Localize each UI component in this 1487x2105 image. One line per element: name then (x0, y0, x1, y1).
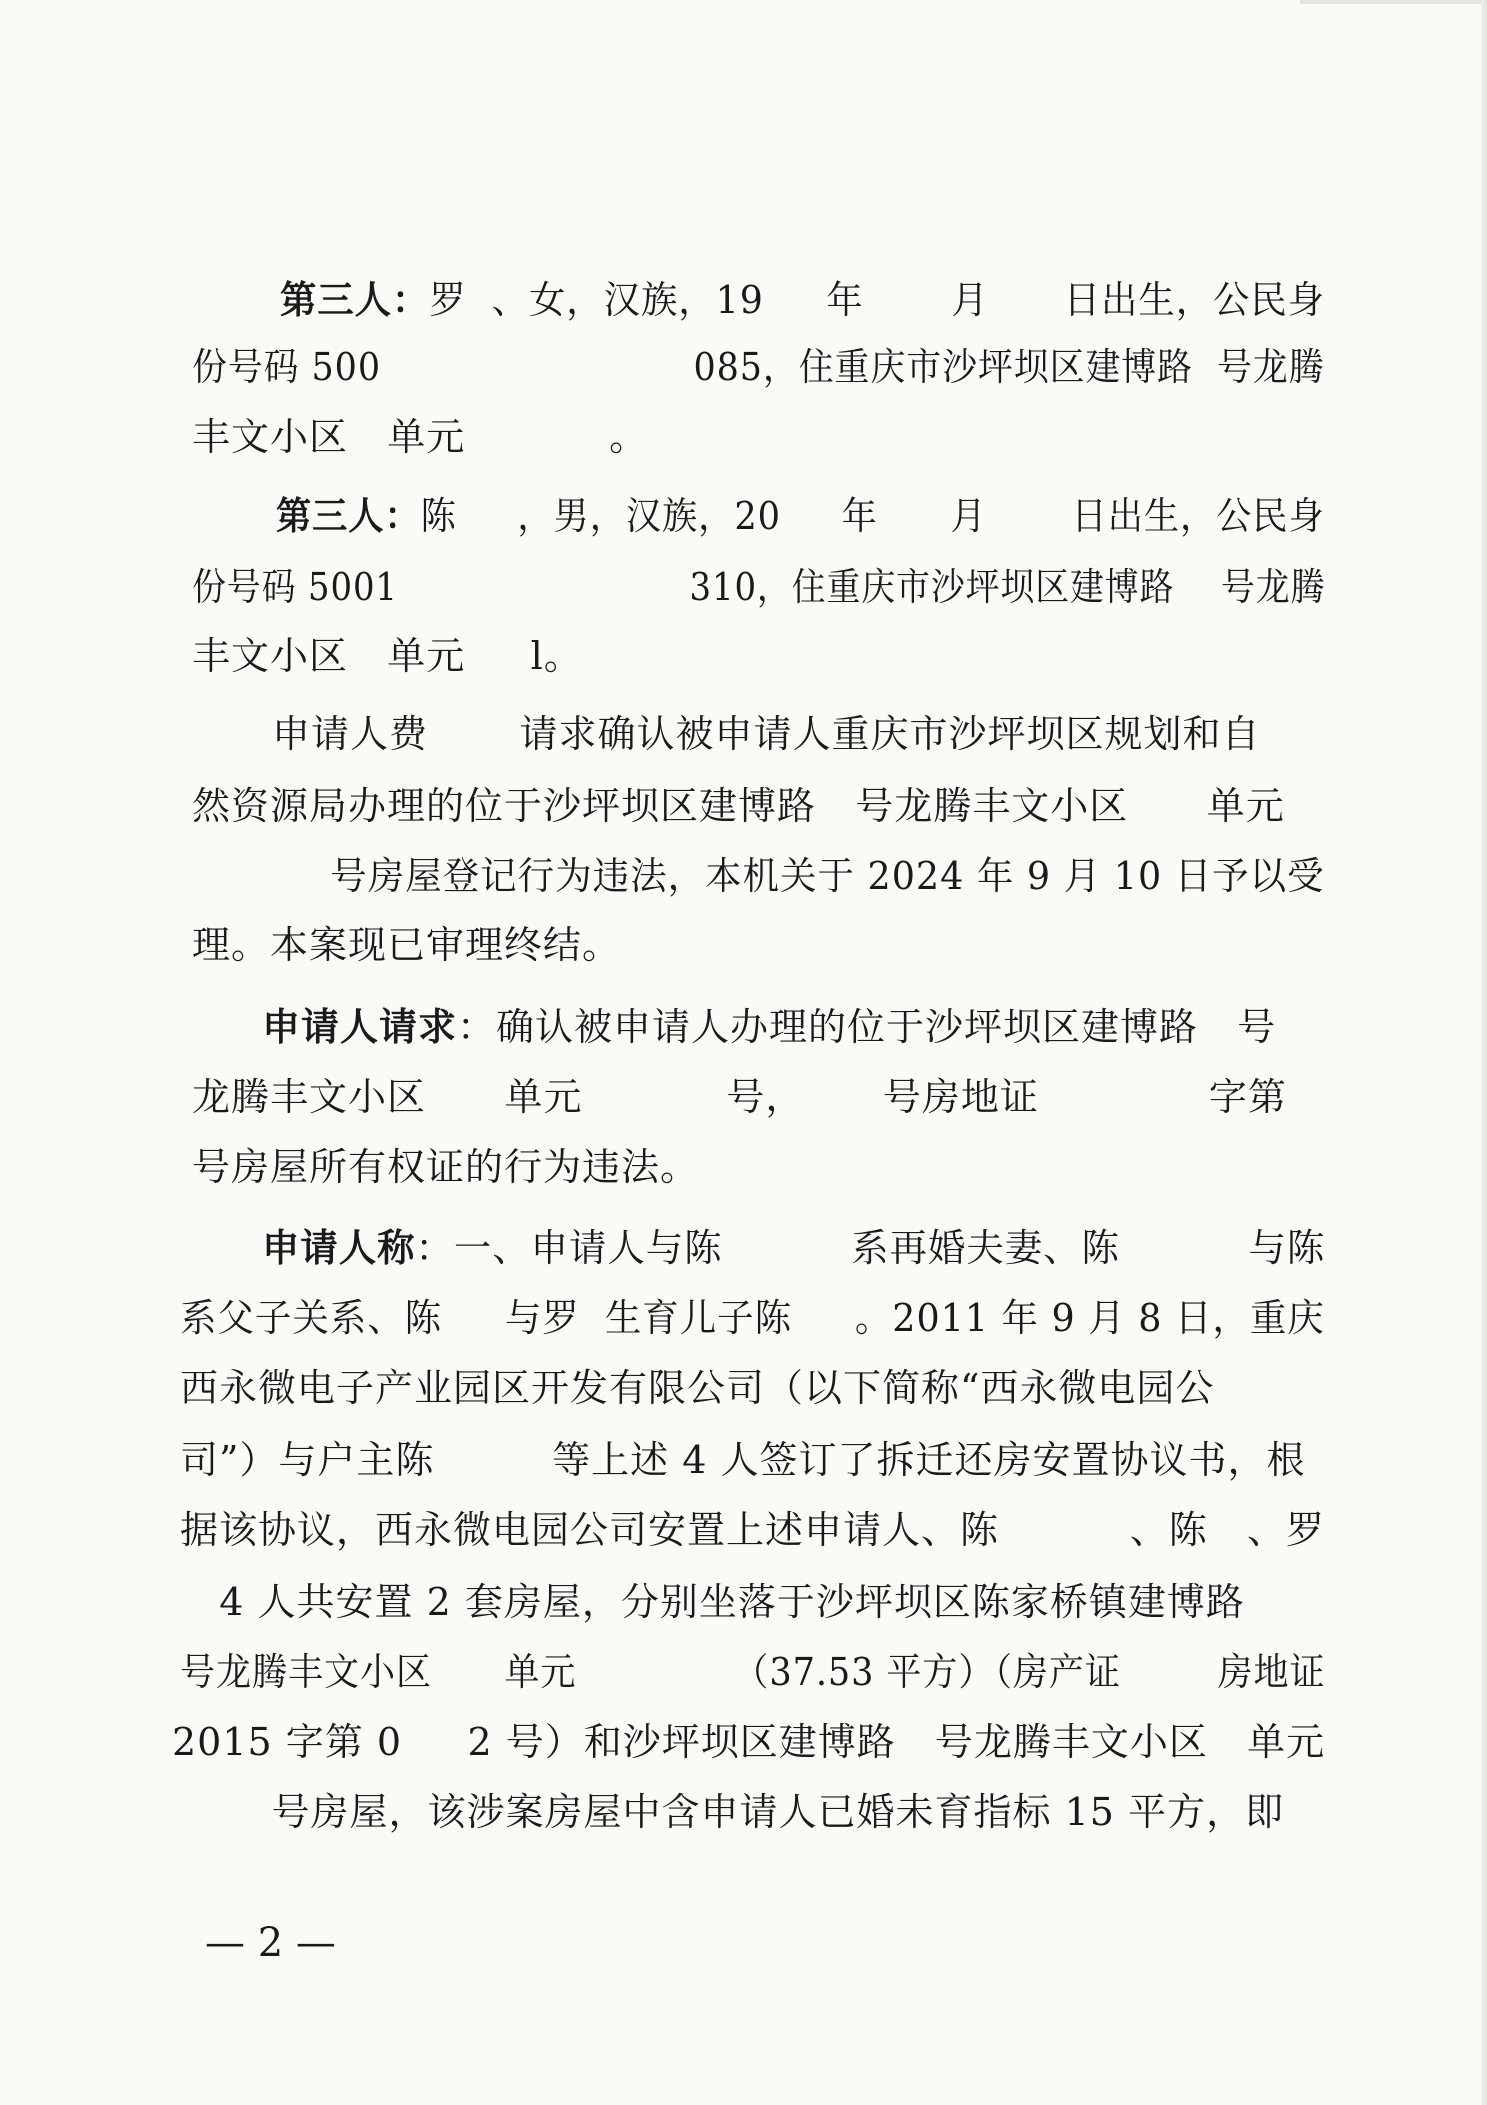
line-text: 然资源局办理的位于沙坪坝区建博路 号龙腾丰文小区 单元 (192, 784, 1285, 828)
text-line (192, 345, 1325, 389)
text-line (280, 277, 1325, 322)
line-text: 陈 ，男，汉族，20 年 月 日出生，公民身 (420, 494, 1325, 538)
text-line (180, 1438, 1306, 1482)
bold-lead: 申请人称 (262, 1225, 416, 1270)
line-text: 罗 、女，汉族，19 年 月 日出生，公民身 (429, 278, 1325, 322)
line-text: 司”）与户主陈 等上述 4 人签订了拆迁还房安置协议书，根 (180, 1438, 1306, 1482)
line-text: 号房屋登记行为违法，本机关于 2024 年 9 月 10 日予以受 (192, 854, 1325, 898)
line-text: ：一、申请人与陈 系再婚夫妻、陈 与陈 (415, 1226, 1326, 1270)
text-line (262, 1225, 1326, 1270)
text-line (180, 1790, 1285, 1834)
line-text: 号房屋，该涉案房屋中含申请人已婚未育指标 15 平方，即 (180, 1790, 1285, 1834)
line-text: 西永微电子产业园区开发有限公司（以下简称“西永微电园公 (180, 1366, 1215, 1410)
line-text: 据该协议，西永微电园公司安置上述申请人、陈 、陈 、罗 (180, 1508, 1326, 1552)
text-line (180, 1366, 1215, 1410)
line-text: 份号码 5001 310，住重庆市沙坪坝区建博路 号龙腾 (192, 565, 1326, 609)
bold-lead: 第三人： (276, 493, 421, 538)
line-text: 理。本案现已审理终结。 (192, 923, 622, 967)
text-line (262, 1004, 1277, 1049)
text-line (180, 1296, 1325, 1340)
text-line (192, 634, 583, 678)
text-line (192, 415, 649, 459)
text-line (192, 854, 1325, 898)
scan-edge-top (1300, 0, 1487, 4)
text-line (192, 923, 622, 967)
text-line (180, 1508, 1326, 1552)
scan-edge-right (1481, 0, 1487, 2105)
text-line (276, 493, 1325, 538)
line-text: 丰文小区 单元 l。 (192, 634, 583, 678)
text-line (272, 712, 1261, 756)
line-text: 2015 字第 0 2 号）和沙坪坝区建博路 号龙腾丰文小区 单元 (172, 1720, 1326, 1764)
line-text: 号房屋所有权证的行为违法。 (192, 1145, 700, 1189)
line-text: 申请人费 请求确认被申请人重庆市沙坪坝区规划和自 (272, 712, 1261, 756)
line-text: ：确认被申请人办理的位于沙坪坝区建博路 号 (457, 1005, 1277, 1049)
text-line (192, 784, 1285, 828)
text-line (192, 565, 1326, 609)
line-text: 4 人共安置 2 套房屋，分别坐落于沙坪坝区陈家桥镇建博路 (180, 1580, 1245, 1624)
text-line (192, 1075, 1287, 1119)
bold-lead: 申请人请求 (262, 1004, 458, 1049)
text-line (180, 1650, 1326, 1694)
page-number: — 2 — (205, 1920, 336, 1966)
text-line (192, 1145, 700, 1189)
bold-lead: 第三人： (280, 277, 430, 322)
line-text: 份号码 500 085，住重庆市沙坪坝区建博路 号龙腾 (192, 345, 1325, 389)
line-text: 系父子关系、陈 与罗 生育儿子陈 。2011 年 9 月 8 日，重庆 (180, 1296, 1325, 1340)
line-text: 龙腾丰文小区 单元 号， 号房地证 字第 (192, 1075, 1287, 1119)
text-line (180, 1580, 1245, 1624)
line-text: 号龙腾丰文小区 单元 （37.53 平方）（房产证 房地证 (180, 1650, 1326, 1694)
text-line (172, 1720, 1326, 1764)
line-text: 丰文小区 单元 。 (192, 415, 649, 459)
